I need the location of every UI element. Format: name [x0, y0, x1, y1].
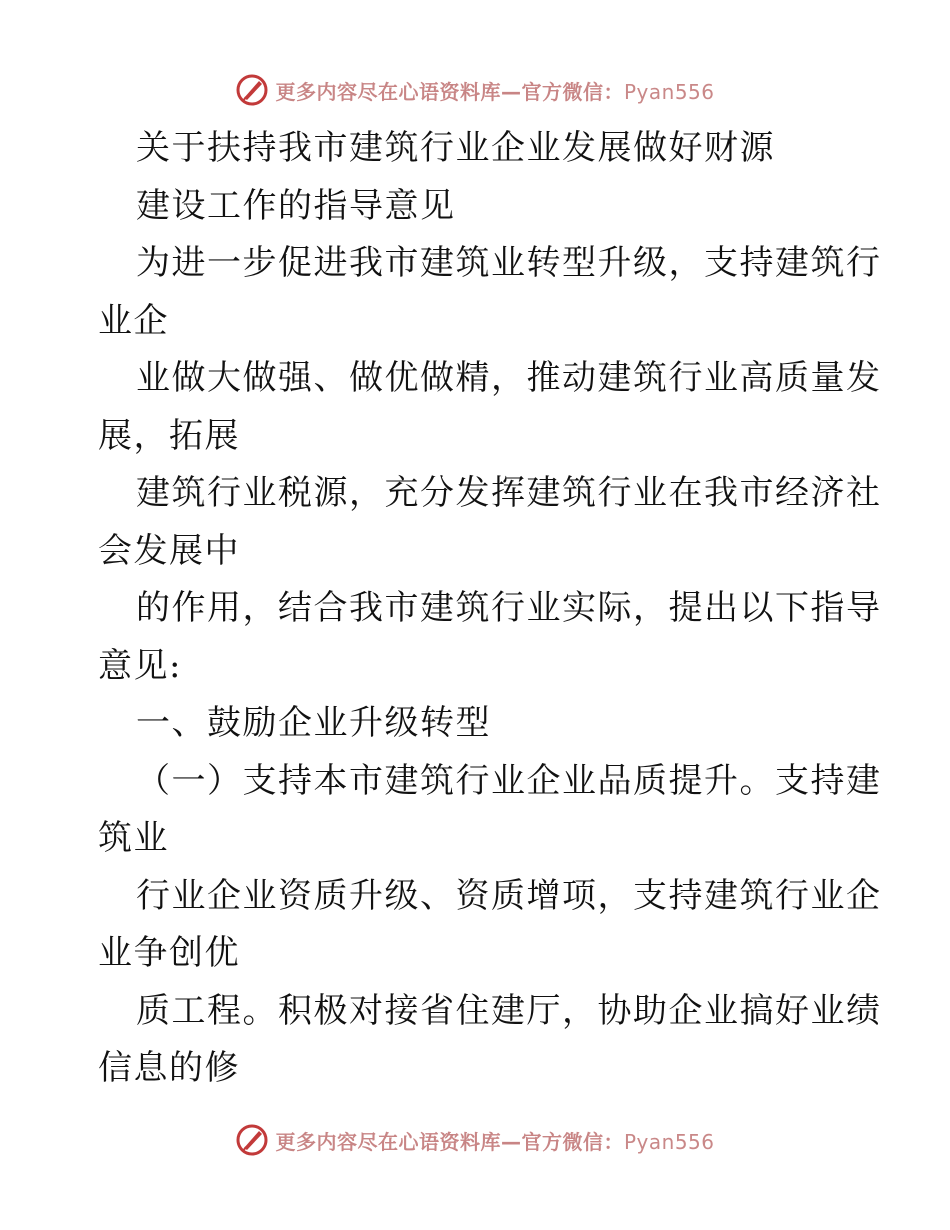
document-body: [98, 120, 882, 1098]
red-quill-seal-icon: [235, 1123, 269, 1157]
document-line: 建筑行业税源，充分发挥建筑行业在我市经济社: [136, 473, 882, 513]
document-line: 信息的修: [98, 1048, 240, 1088]
watermark-text: [275, 1126, 714, 1155]
footer-watermark-banner: [0, 1120, 950, 1160]
red-quill-seal-icon: [235, 73, 269, 107]
document-line: 会发展中: [98, 530, 240, 571]
document-line: 业争创优: [98, 933, 240, 973]
document-line: 质工程。积极对接省住建厅，协助企业搞好业绩: [136, 990, 882, 1031]
watermark-label: 更多内容尽在心语资料库—官方微信：: [275, 1129, 624, 1154]
watermark-label: 更多内容尽在心语资料库—官方微信：: [275, 79, 624, 104]
wechat-id: Pyan556: [623, 1129, 715, 1154]
watermark-text: [275, 76, 714, 105]
document-line: 建设工作的指导意见: [136, 185, 456, 226]
document-line: 的作用，结合我市建筑行业实际，提出以下指导: [136, 588, 882, 628]
document-line: 展，拓展: [98, 415, 240, 456]
document-line: 筑业: [98, 818, 169, 858]
wechat-id: Pyan556: [623, 79, 715, 104]
document-line: 关于扶持我市建筑行业企业发展做好财源: [136, 128, 775, 168]
document-line: （一）支持本市建筑行业企业品质提升。支持建: [136, 760, 882, 801]
header-watermark-banner: [0, 70, 950, 110]
document-line: 业做大做强、做优做精，推动建筑行业高质量发: [136, 358, 882, 398]
document-line: 业企: [98, 300, 169, 341]
document-line: 意见:: [98, 645, 182, 686]
document-line: 一、鼓励企业升级转型: [136, 703, 491, 743]
document-line: 行业企业资质升级、资质增项，支持建筑行业企: [136, 875, 882, 916]
document-line: 为进一步促进我市建筑业转型升级，支持建筑行: [136, 243, 882, 283]
